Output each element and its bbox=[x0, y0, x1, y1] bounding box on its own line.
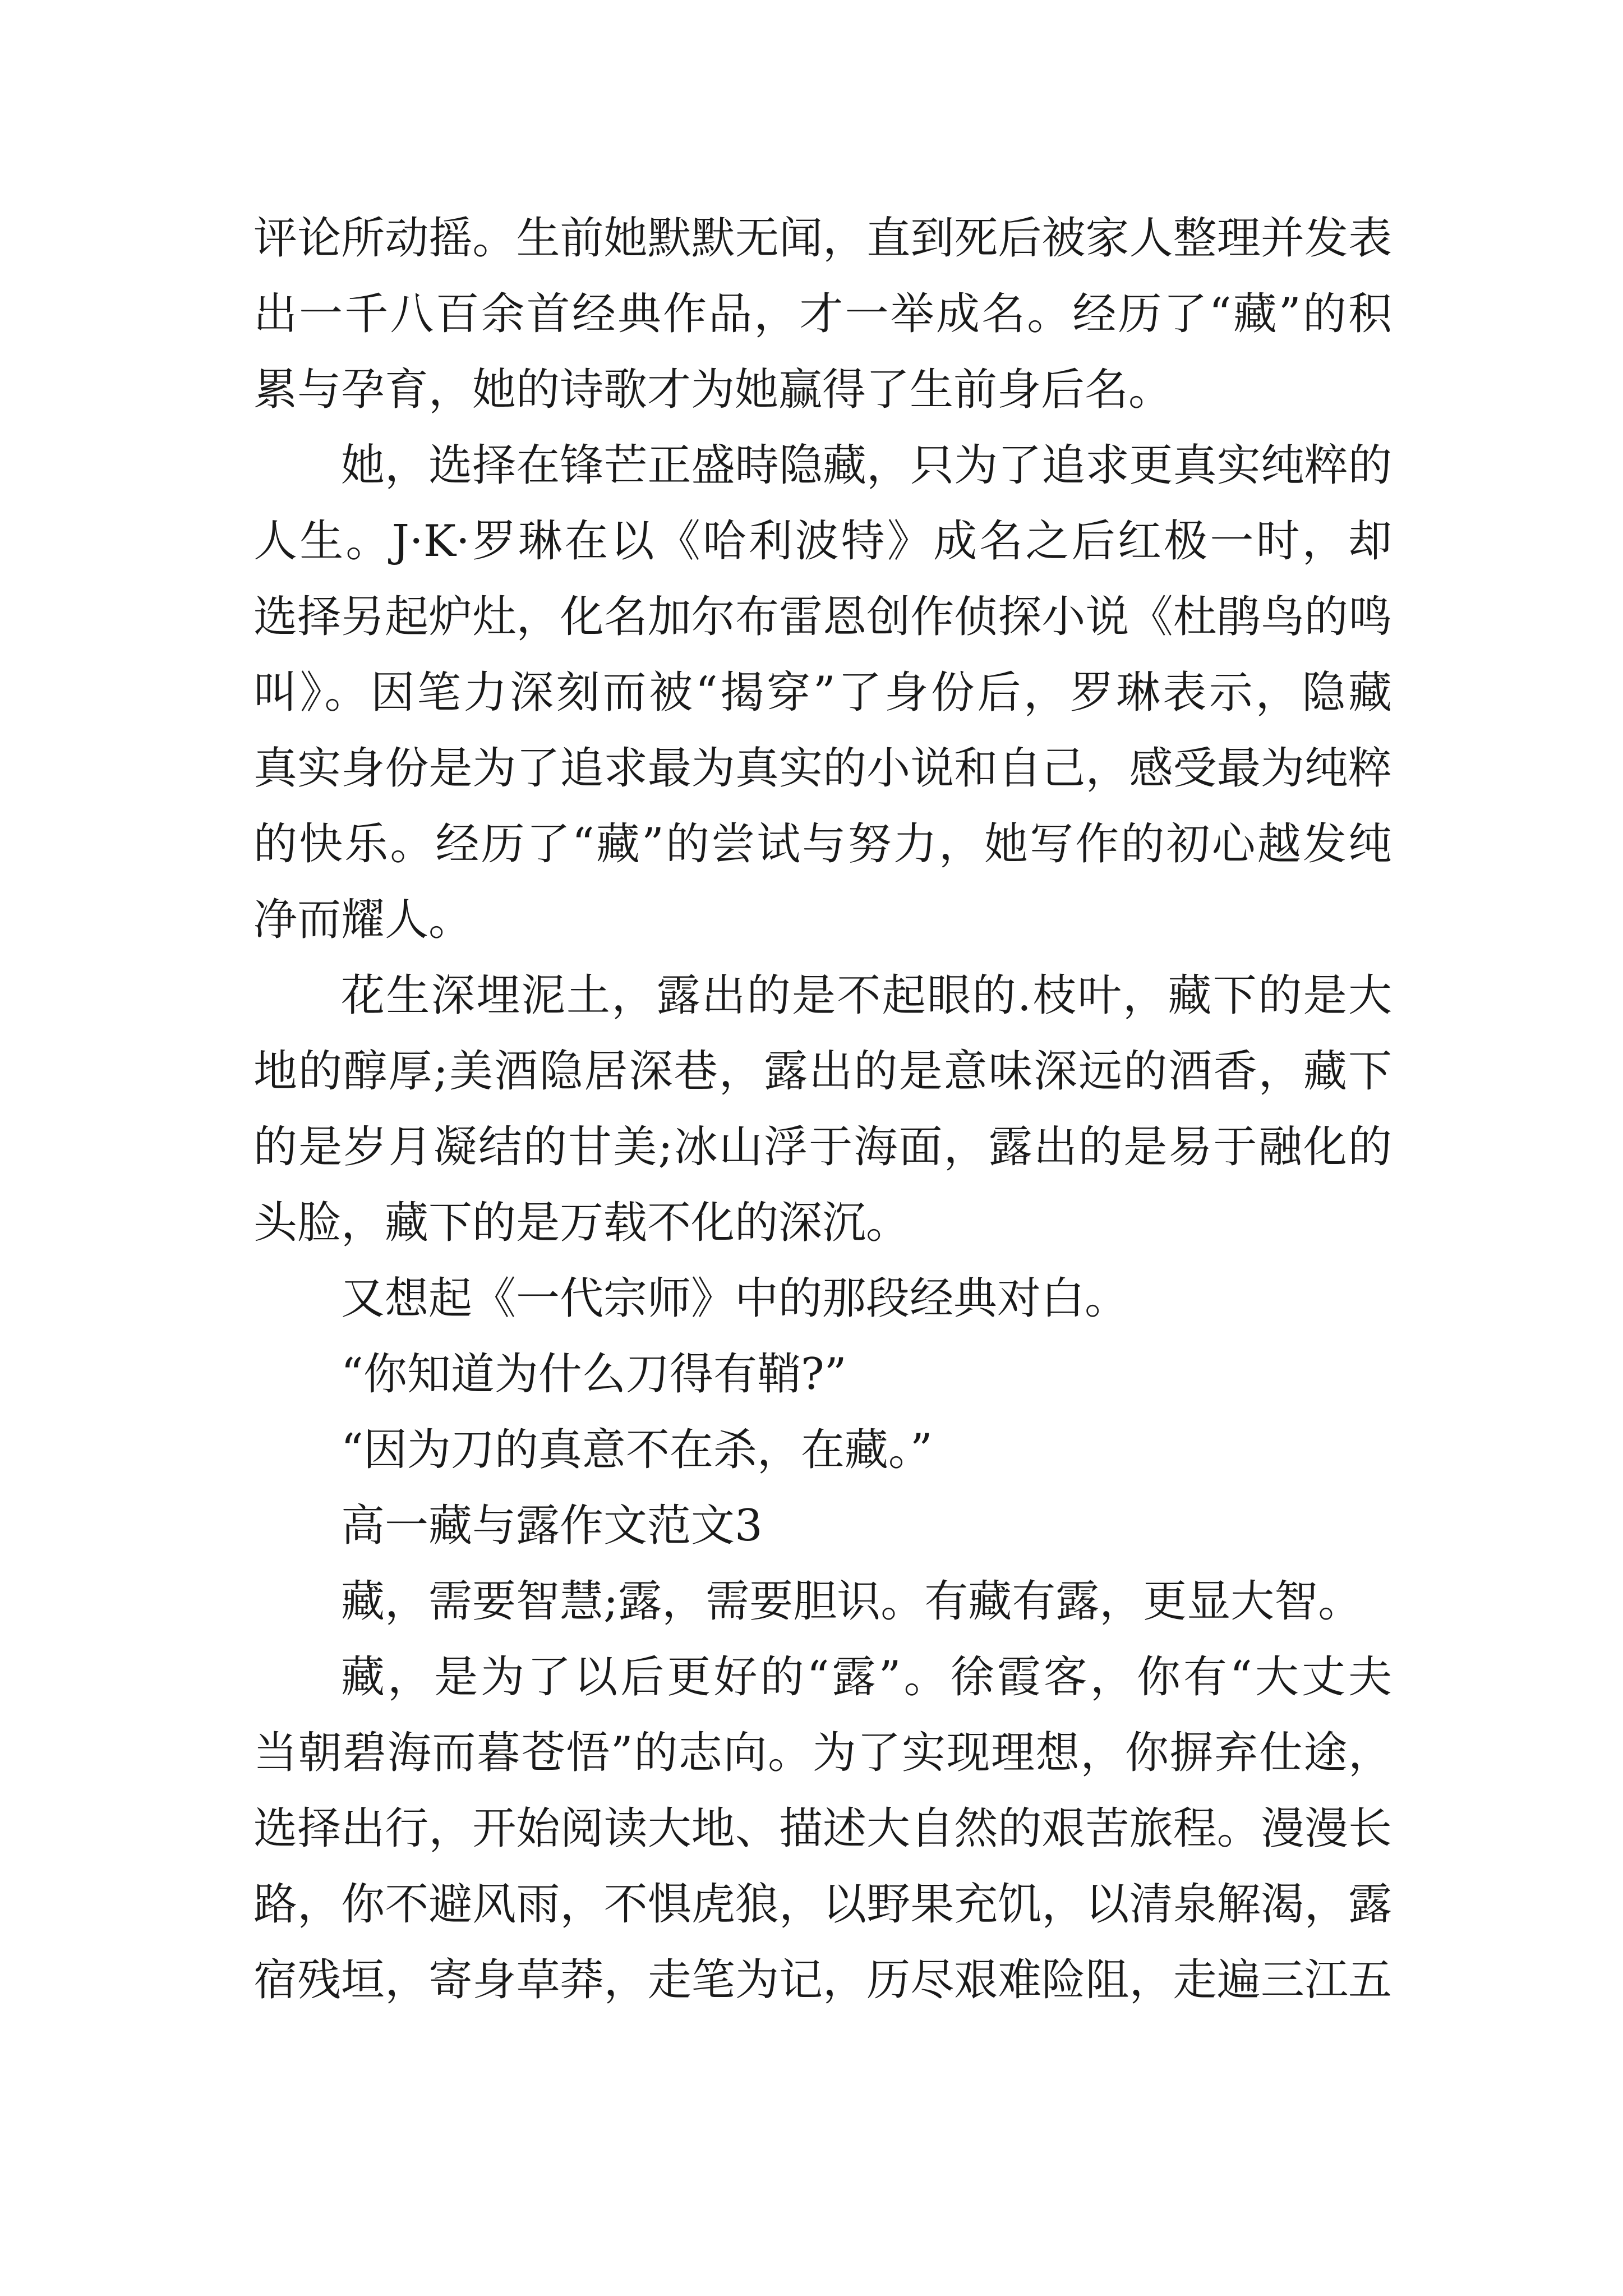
text-line: 真实身份是为了追求最为真实的小说和自己，感受最为纯粹 bbox=[253, 743, 1392, 794]
text-line: 地的醇厚;美酒隐居深巷，露出的是意味深远的酒香，藏下 bbox=[253, 1046, 1392, 1097]
text-line: 评论所动摇。生前她默默无闻，直到死后被家人整理并发表 bbox=[253, 213, 1392, 264]
essay-body bbox=[253, 201, 1392, 2018]
text-line: 出一千八百余首经典作品，才一举成名。经历了“藏”的积 bbox=[253, 289, 1392, 339]
text-line: 选择出行，开始阅读大地、描述大自然的艰苦旅程。漫漫长 bbox=[253, 1803, 1392, 1854]
text-line: 选择另起炉灶，化名加尔布雷恩创作侦探小说《杜鹃鸟的鸣 bbox=[253, 592, 1392, 642]
text-line: 当朝碧海而暮苍悟”的志向。为了实现理想，你摒弃仕途， bbox=[253, 1728, 1392, 1778]
text-line: 宿残垣，寄身草莽，走笔为记，历尽艰难险阻，走遍三江五 bbox=[253, 1955, 1392, 2005]
text-line: 累与孕育，她的诗歌才为她赢得了生前身后名。 bbox=[253, 365, 1173, 415]
text-line: “因为刀的真意不在杀，在藏。” bbox=[341, 1425, 933, 1475]
text-line: 的快乐。经历了“藏”的尝试与努力，她写作的初心越发纯 bbox=[253, 819, 1392, 869]
text-line: 藏，需要智慧;露，需要胆识。有藏有露，更显大智。 bbox=[341, 1576, 1362, 1627]
section-heading: 高一藏与露作文范文3 bbox=[341, 1501, 763, 1551]
text-line: 她，选择在锋芒正盛時隐藏，只为了追求更真实纯粹的 bbox=[341, 440, 1392, 491]
text-line: 头脸，藏下的是万载不化的深沉。 bbox=[253, 1198, 910, 1248]
text-line: 又想起《一代宗师》中的那段经典对白。 bbox=[341, 1273, 1129, 1324]
text-line: 叫》。因笔力深刻而被“揭穿”了身份后，罗琳表示，隐藏 bbox=[253, 668, 1392, 718]
text-line: 路，你不避风雨，不惧虎狼，以野果充饥，以清泉解渴，露 bbox=[253, 1879, 1392, 1930]
text-line: “你知道为什么刀得有鞘?” bbox=[341, 1349, 847, 1400]
text-line: 净而耀人。 bbox=[253, 895, 473, 945]
text-line: 花生深埋泥土，露出的是不起眼的.枝叶，藏下的是大 bbox=[341, 970, 1392, 1021]
text-line: 藏，是为了以后更好的“露”。徐霞客，你有“大丈夫 bbox=[341, 1652, 1392, 1703]
text-line: 的是岁月凝结的甘美;冰山浮于海面，露出的是易于融化的 bbox=[253, 1122, 1392, 1172]
text-line: 人生。J·K·罗琳在以《哈利波特》成名之后红极一时，却 bbox=[253, 516, 1392, 567]
